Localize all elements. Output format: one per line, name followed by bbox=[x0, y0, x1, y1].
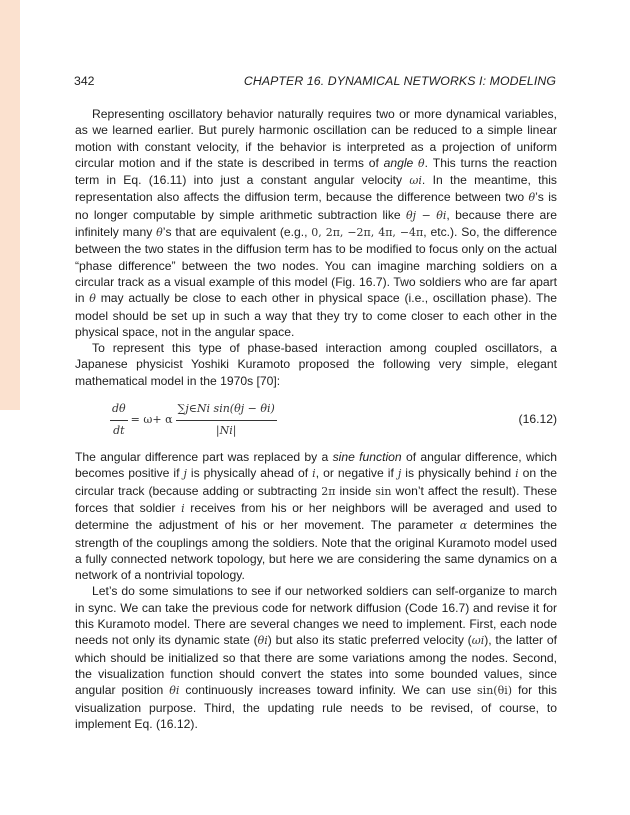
kuramoto-equation bbox=[75, 397, 557, 443]
equation-lhs-fraction bbox=[110, 401, 128, 439]
math-theta: θ bbox=[528, 191, 536, 205]
body-text bbox=[75, 106, 557, 732]
equation-rhs-term-a: = ω bbox=[130, 412, 153, 426]
math-theta: θ bbox=[89, 292, 96, 306]
equation-number: (16.12) bbox=[518, 412, 557, 427]
math-alpha: α bbox=[459, 519, 468, 533]
equation-lhs-numerator: dθ bbox=[110, 401, 128, 420]
math-theta-i: θi bbox=[169, 684, 180, 698]
equation-lhs-denominator: dt bbox=[113, 423, 125, 437]
math-theta-difference: θj − θi bbox=[406, 208, 447, 222]
math-i: i bbox=[515, 467, 519, 481]
math-j: j bbox=[183, 467, 187, 481]
math-theta-i: θi bbox=[257, 634, 268, 648]
math-sin: sin bbox=[375, 484, 392, 498]
equation-rhs-numerator: ∑j∈Ni sin(θj − θi) bbox=[176, 401, 277, 420]
math-theta: θ bbox=[156, 226, 163, 240]
math-i: i bbox=[181, 501, 185, 515]
margin-color-strip bbox=[0, 0, 20, 410]
math-j: j bbox=[397, 467, 402, 481]
page-number: 342 bbox=[74, 74, 95, 88]
equation-body bbox=[107, 397, 280, 443]
paragraph-3: The angular difference part was replaced by a sine function of angular difference, which becomes positive if j is physically ahead of i, or negative if j is physically behind i on the circular track (because adding or subtracting 2π inside sin won’t affect the result). These forces that soldier i receives from his or her neighbors will be averaged and used to determine the adjustment of his or her movement. The parameter α determines the strength of the couplings among the soldiers. Note that the original Kuramoto model used a fully connected network topology, but here we are considering the same dynamics on a network of a nontrivial topology. bbox=[75, 450, 558, 583]
equation-rhs-fraction bbox=[176, 401, 277, 439]
math-two-pi: 2π bbox=[321, 484, 336, 498]
paragraph-2: To represent this type of phase-based interaction among coupled oscillators, a Japanese physicist Yoshiki Kuramoto proposed the following very simple, elegant mathematical model in the 1970s [70]: bbox=[75, 341, 557, 388]
math-omega-i: ωi bbox=[471, 634, 485, 648]
math-i: i bbox=[312, 467, 316, 481]
math-sin-theta-i: sin(θi) bbox=[477, 684, 513, 698]
math-equivalent-angles: 0, 2π, −2π, 4π, −4π bbox=[311, 226, 424, 240]
paragraph-1: Representing oscillatory behavior naturally requires two or more dynamical variables, as we learned earlier. But purely harmonic oscillation can be reduced to a simple linear motion with constant velocity, if the behavior is interpreted as a projection of uniform circular motion and if the state is described in terms of angle θ. This turns the reaction term in Eq. (16.11) into just a constant angular velocity ωi. In the meantime, this representation also affects the diffusion term, because the difference between two θ’s is no longer computable by simple arithmetic subtraction like θj − θi, because there are infinitely many θ’s that are equivalent (e.g., 0, 2π, −2π, 4π, −4π, etc.). So, the difference between the two states in the diffusion term has to be modified to focus only on the actual “phase difference” between the two nodes. You can imagine marching soldiers on a circular track as a visual example of this model (Fig. 16.7). Two soldiers who are far apart in θ may actually be close to each other in physical space (i.e., oscillation phase). The model should be set up in such a way that they try to come closer to each other in the physical space, not in the angular space. bbox=[75, 107, 558, 339]
equation-rhs-denominator: |Ni| bbox=[215, 423, 237, 437]
math-theta: θ bbox=[418, 156, 425, 170]
paragraph-4: Let’s do some simulations to see if our networked soldiers can self-organize to march in sync. We can take the previous code for network diffusion (Code 16.7) and revise it for this Kuramoto model. There are several changes we need to implement. First, each node needs not only its dynamic state (θi) but also its static preferred velocity (ωi), the latter of which should be initialized so that there are some variations among the nodes. Second, the visualization function should convert the states into some bounded values, since angular position θi continuously increases toward infinity. We can use sin(θi) for this visualization purpose. Third, the updating rule needs to be revised, of course, to implement Eq. (16.12). bbox=[75, 584, 557, 731]
equation-rhs-term-b: + α bbox=[152, 412, 173, 426]
chapter-title: CHAPTER 16. DYNAMICAL NETWORKS I: MODELING bbox=[243, 74, 556, 88]
math-omega-i: ωi bbox=[409, 174, 422, 188]
